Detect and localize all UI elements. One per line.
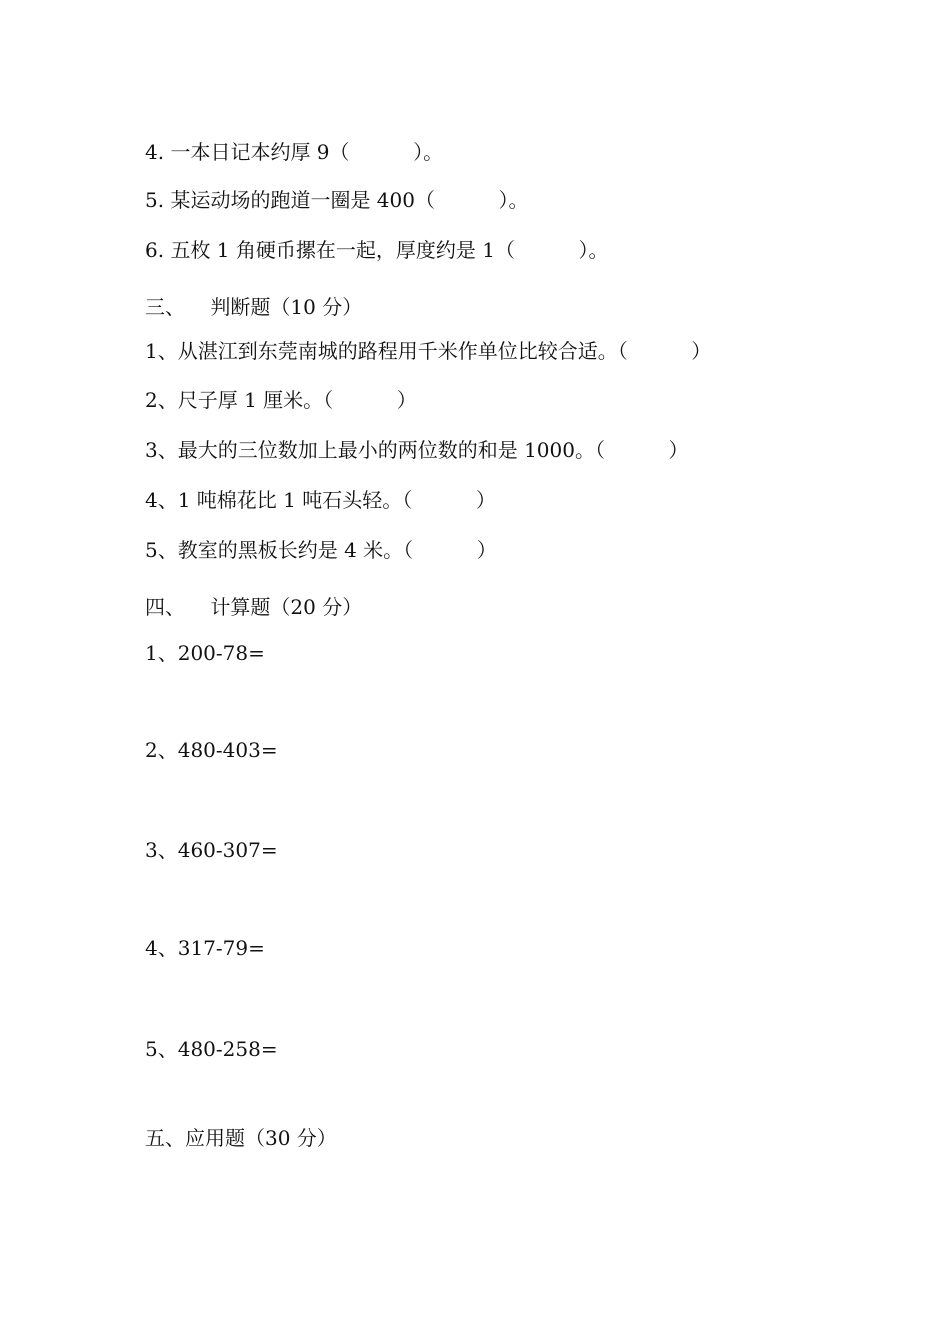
calculation-item-2: 2、480-403= (145, 738, 278, 762)
judgment-item-5: 5、教室的黑板长约是 4 米。（ ） (145, 538, 497, 562)
section-3-title: 三、 判断题（10 分） (145, 295, 363, 319)
section-4-title: 四、 计算题（20 分） (145, 595, 363, 619)
calculation-item-4: 4、317-79= (145, 936, 265, 960)
calculation-item-5: 5、480-258= (145, 1037, 278, 1061)
judgment-item-2: 2、尺子厚 1 厘米。（ ） (145, 388, 417, 412)
calculation-item-1: 1、200-78= (145, 641, 265, 665)
judgment-item-4: 4、1 吨棉花比 1 吨石头轻。（ ） (145, 488, 496, 512)
judgment-item-3: 3、最大的三位数加上最小的两位数的和是 1000。（ ） (145, 438, 689, 462)
calculation-item-3: 3、460-307= (145, 838, 278, 862)
fill-blank-item-5: 5. 某运动场的跑道一圈是 400（ ）。 (145, 188, 529, 212)
fill-blank-item-4: 4. 一本日记本约厚 9（ ）。 (145, 140, 444, 164)
fill-blank-item-6: 6. 五枚 1 角硬币摞在一起，厚度约是 1（ ）。 (145, 238, 609, 262)
judgment-item-1: 1、从湛江到东莞南城的路程用千米作单位比较合适。（ ） (145, 339, 712, 363)
section-5-title: 五、应用题（30 分） (145, 1126, 337, 1150)
